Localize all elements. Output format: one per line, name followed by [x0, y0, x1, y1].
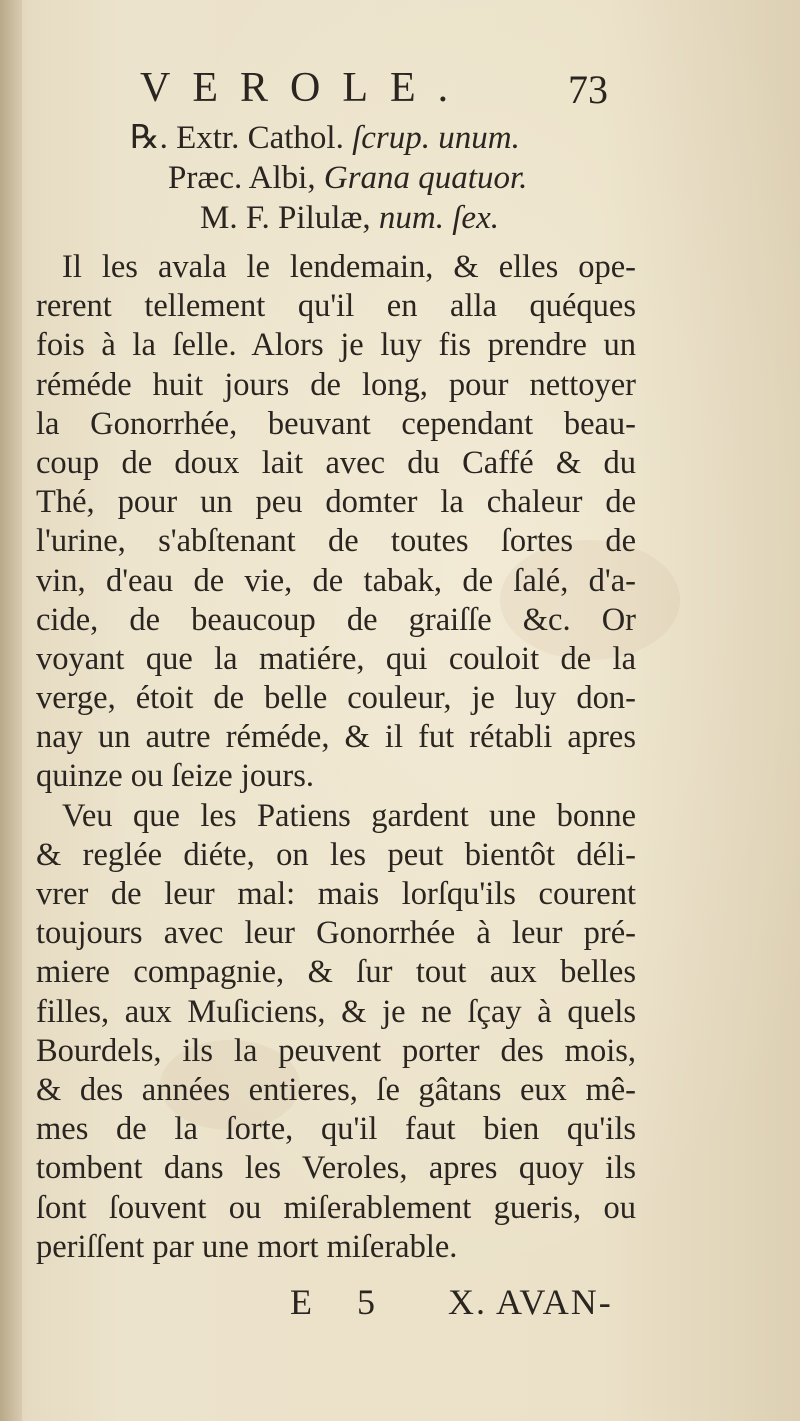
body-line: Thé, pour un peu domter la chaleur de [36, 484, 636, 521]
body-line: verge, étoit de belle couleur, je luy don- [36, 680, 636, 717]
running-head: VEROLE. [140, 65, 471, 111]
body-line: fois à la ſelle. Alors je luy fis prendre un [36, 327, 636, 364]
page-number: 73 [568, 67, 608, 112]
body-line: coup de doux lait avec du Caffé & du [36, 444, 636, 481]
catchword: X. AVAN- [448, 1282, 613, 1322]
recipe-line-2-italic: Grana quatuor. [323, 160, 528, 196]
body-line: filles, aux Muſiciens, & je ne ſçay à quels [36, 993, 636, 1030]
body-text [36, 248, 636, 1267]
body-line: réméde huit jours de long, pour nettoyer [36, 366, 636, 403]
body-line: miere compagnie, & ſur tout aux belles [36, 954, 636, 991]
recipe-line-2 [168, 158, 527, 198]
body-line: rerent tellement qu'il en alla quéques [36, 288, 636, 325]
body-line: & des années entieres, ſe gâtans eux mê- [36, 1071, 636, 1108]
body-line: nay un autre réméde, & il fut rétabli apres [36, 719, 636, 756]
body-line: la Gonorrhée, beuvant cependant beau- [36, 405, 636, 442]
body-line: cide, de beaucoup de graiſſe &c. Or [36, 601, 636, 638]
body-line: Veu que les Patiens gardent une bonne [62, 797, 636, 834]
body-line: vin, d'eau de vie, de tabak, de ſalé, d'a- [36, 562, 636, 599]
recipe-line-1-italic: ſcrup. unum. [352, 120, 520, 156]
recipe-line-3-text: M. F. Pilulæ, [200, 200, 371, 236]
body-line: quinze ou ſeize jours. [36, 758, 314, 795]
body-line: Bourdels, ils la peuvent porter des mois, [36, 1032, 636, 1069]
page-header [140, 58, 640, 118]
body-line: mes de la ſorte, qu'il faut bien qu'ils [36, 1111, 636, 1148]
recipe-line-3 [200, 198, 499, 238]
recipe-line-1 [130, 118, 520, 158]
body-line: ſont ſouvent ou miſerablement gueris, ou [36, 1189, 636, 1226]
body-line: Il les avala le lendemain, & elles ope- [62, 249, 636, 285]
body-line: periſſent par une mort miſerable. [36, 1228, 458, 1265]
body-line: l'urine, s'abſtenant de toutes ſortes de [36, 523, 636, 560]
recipe-line-1-text: ℞. Extr. Cathol. [130, 120, 344, 156]
body-line: vrer de leur mal: mais lorſqu'ils courent [36, 876, 636, 912]
page-binding-edge [0, 0, 22, 1421]
recipe-line-2-text: Præc. Albi, [168, 160, 316, 196]
body-line: & reglée diéte, on les peut bientôt déli- [36, 836, 636, 873]
recipe-line-3-italic: num. ſex. [378, 200, 499, 236]
signature-mark: E 5 [290, 1282, 393, 1322]
body-line: voyant que la matiére, qui couloit de la [36, 640, 636, 677]
body-line: toujours avec leur Gonorrhée à leur pré- [36, 915, 636, 952]
body-line: tombent dans les Veroles, apres quoy ils [36, 1150, 636, 1187]
